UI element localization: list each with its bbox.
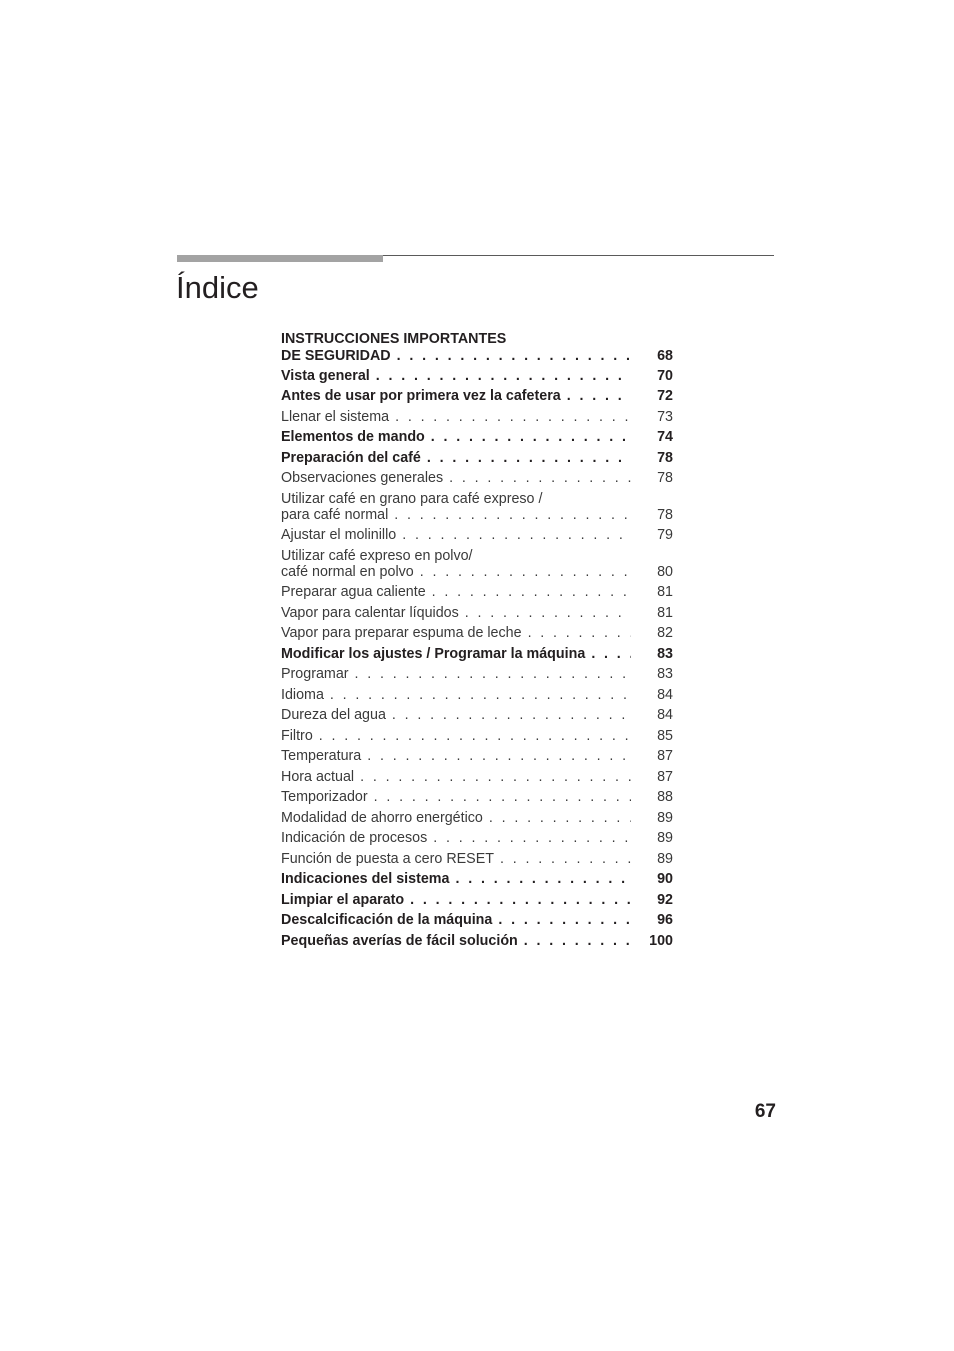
toc-entry (281, 666, 673, 687)
toc-entry (281, 728, 673, 749)
toc-entry-row (281, 625, 673, 642)
toc-entry (281, 331, 673, 368)
toc-entry-label: Vapor para preparar espuma de leche (281, 625, 522, 641)
toc-entry-row (281, 605, 673, 622)
toc-entry-row (281, 687, 673, 704)
toc-leader-dots (489, 810, 631, 827)
toc-entry-label: Indicaciones del sistema (281, 871, 450, 887)
page-title: Índice (176, 270, 259, 305)
toc-entry-page: 74 (657, 429, 673, 445)
toc-entry-row (281, 507, 673, 524)
toc-entry-row (281, 666, 673, 683)
toc-entry-page: 90 (657, 871, 673, 887)
toc-entry-label: Idioma (281, 686, 324, 703)
toc-entry (281, 388, 673, 409)
toc-entry-page: 88 (657, 789, 673, 805)
toc-entry-page: 68 (657, 347, 673, 364)
toc-entry-label: Elementos de mando (281, 429, 425, 445)
toc-entry-label: Descalcificación de la máquina (281, 912, 493, 928)
toc-entry-page: 70 (657, 367, 673, 384)
toc-entry-label-line: INSTRUCCIONES IMPORTANTES (281, 331, 507, 347)
toc-leader-dots (394, 507, 631, 524)
toc-entry-row (281, 871, 673, 888)
toc-entry-row (281, 527, 673, 544)
toc-leader-dots (374, 789, 631, 806)
toc-entry-page: 78 (657, 449, 673, 466)
toc-entry-row (281, 789, 673, 806)
toc-entry-page: 96 (657, 912, 673, 928)
toc-entry-label: Hora actual (281, 768, 355, 785)
header-rule-accent (177, 255, 383, 262)
toc-leader-dots (455, 871, 631, 888)
toc-entry (281, 368, 673, 389)
toc-entry-row (281, 348, 673, 365)
toc-leader-dots (432, 584, 631, 601)
toc-entry-row (281, 450, 673, 467)
toc-entry (281, 789, 673, 810)
toc-entry (281, 851, 673, 872)
toc-entry-row (281, 851, 673, 868)
toc-entry (281, 871, 673, 892)
toc-entry-page: 85 (657, 727, 673, 744)
toc-entry-page: 89 (657, 850, 673, 867)
toc-entry-label: Programar (281, 666, 349, 682)
toc-entry-page: 87 (657, 768, 673, 785)
toc-leader-dots (567, 388, 631, 405)
toc-entry (281, 429, 673, 450)
toc-leader-dots (395, 409, 631, 426)
toc-entry (281, 548, 673, 585)
toc-entry (281, 912, 673, 933)
toc-entry-page: 84 (657, 686, 673, 703)
toc-entry-label: Limpiar el aparato (281, 891, 405, 908)
toc-entry-page: 81 (657, 604, 673, 621)
toc-leader-dots (500, 851, 631, 868)
toc-leader-dots (355, 666, 631, 683)
toc-entry-label: Llenar el sistema (281, 408, 390, 425)
toc-entry-row (281, 409, 673, 426)
toc-leader-dots (402, 527, 631, 544)
toc-leader-dots (392, 707, 631, 724)
toc-entry-row (281, 830, 673, 847)
toc-entry-row (281, 470, 673, 487)
toc-entry (281, 769, 673, 790)
toc-entry-label: para café normal (281, 507, 389, 523)
toc-entry-page: 89 (657, 830, 673, 846)
toc-entry (281, 584, 673, 605)
toc-leader-dots (397, 348, 631, 365)
toc-entry-label: Observaciones generales (281, 470, 444, 486)
toc-entry (281, 687, 673, 708)
toc-leader-dots (498, 912, 631, 929)
toc-entry-row (281, 368, 673, 385)
toc-entry-row (281, 728, 673, 745)
toc-entry-page: 83 (657, 645, 673, 662)
toc-entry (281, 409, 673, 430)
toc-entry-page: 73 (657, 408, 673, 425)
toc-entry (281, 748, 673, 769)
toc-entry-label-line: Utilizar café expreso en polvo/ (281, 547, 473, 564)
toc-entry-label-line: Utilizar café en grano para café expreso / (281, 490, 543, 507)
toc-leader-dots (465, 605, 631, 622)
toc-leader-dots (528, 625, 631, 642)
toc-entry (281, 605, 673, 626)
toc-entry-page: 100 (649, 932, 673, 949)
toc-entry-row (281, 748, 673, 765)
toc-entry-label: Vista general (281, 367, 370, 384)
toc-entry-label: Modificar los ajustes / Programar la máquina (281, 645, 586, 662)
toc-entry-page: 92 (657, 891, 673, 908)
toc-entry-page: 79 (657, 527, 673, 543)
toc-entry-row (281, 769, 673, 786)
toc-entry-row (281, 388, 673, 405)
toc-entry-label: Preparación del café (281, 449, 421, 466)
toc-entry-page: 78 (657, 507, 673, 523)
toc-entry-label: Función de puesta a cero RESET (281, 850, 494, 867)
toc-leader-dots (524, 933, 631, 950)
toc-entry-label: Filtro (281, 727, 313, 744)
toc-entry-label: Vapor para calentar líquidos (281, 604, 459, 621)
toc-entry-row (281, 892, 673, 909)
toc-entry-page: 81 (657, 584, 673, 600)
toc-entry (281, 450, 673, 471)
toc-leader-dots (420, 564, 631, 581)
toc-leader-dots (410, 892, 631, 909)
toc-entry-label: Dureza del agua (281, 707, 386, 723)
toc-entry-page: 84 (657, 707, 673, 723)
toc-entry-label: café normal en polvo (281, 564, 414, 580)
toc-entry-label: Temporizador (281, 789, 368, 805)
toc-entry-label: DE SEGURIDAD (281, 347, 391, 364)
toc-entry-row (281, 912, 673, 929)
toc-entry-row (281, 810, 673, 827)
toc-entry-page: 82 (657, 625, 673, 641)
toc-entry-row (281, 707, 673, 724)
toc-leader-dots (376, 368, 631, 385)
toc-entry-row (281, 564, 673, 581)
toc-leader-dots (427, 450, 631, 467)
toc-entry (281, 625, 673, 646)
toc-leader-dots (449, 470, 631, 487)
toc-entry-label: Indicación de procesos (281, 830, 428, 846)
toc-entry-page: 87 (657, 748, 673, 764)
toc-entry-label: Pequeñas averías de fácil solución (281, 932, 518, 949)
toc-leader-dots (591, 646, 631, 663)
toc-entry (281, 707, 673, 728)
toc-entry-row (281, 933, 673, 950)
toc-leader-dots (431, 429, 631, 446)
toc-entry-page: 72 (657, 388, 673, 404)
toc-entry-label: Preparar agua caliente (281, 584, 426, 600)
toc-leader-dots (330, 687, 631, 704)
toc-entry-row (281, 646, 673, 663)
toc-entry-page: 89 (657, 809, 673, 826)
toc-entry (281, 646, 673, 667)
toc-leader-dots (319, 728, 631, 745)
toc-entry (281, 892, 673, 913)
toc-entry (281, 830, 673, 851)
page-number: 67 (754, 1101, 776, 1122)
table-of-contents (281, 331, 673, 953)
toc-entry-page: 78 (657, 470, 673, 486)
toc-entry (281, 491, 673, 528)
toc-entry-label: Temperatura (281, 748, 362, 764)
toc-entry-row (281, 429, 673, 446)
toc-entry-label: Modalidad de ahorro energético (281, 809, 483, 826)
toc-leader-dots (360, 769, 631, 786)
toc-entry (281, 527, 673, 548)
toc-leader-dots (433, 830, 631, 847)
toc-entry-page: 83 (657, 666, 673, 682)
toc-entry (281, 810, 673, 831)
toc-entry-page: 80 (657, 564, 673, 580)
toc-entry-label: Ajustar el molinillo (281, 527, 397, 543)
toc-entry (281, 933, 673, 954)
toc-leader-dots (367, 748, 631, 765)
toc-entry-label: Antes de usar por primera vez la cafetera (281, 388, 561, 404)
toc-entry (281, 470, 673, 491)
toc-entry-row (281, 584, 673, 601)
